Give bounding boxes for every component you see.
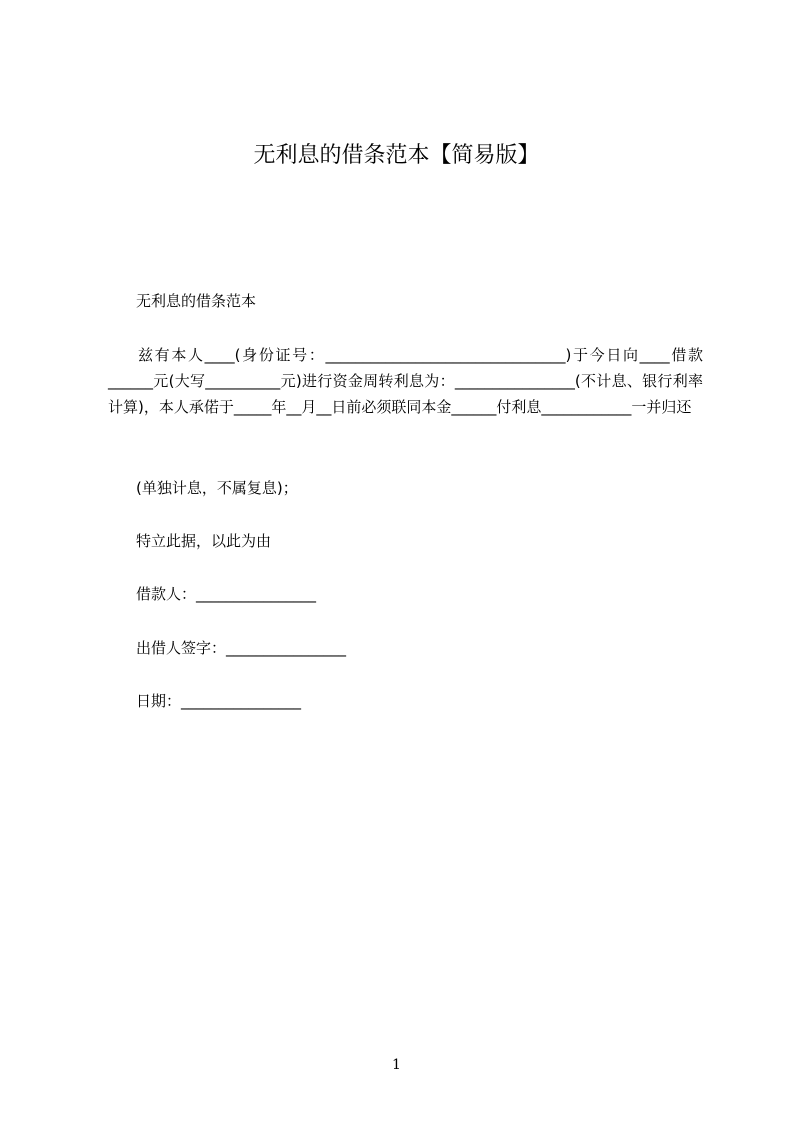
borrower-line: 借款人：________________ xyxy=(136,585,317,603)
document-subtitle: 无利息的借条范本 xyxy=(136,292,257,310)
page-number: 1 xyxy=(392,1057,401,1073)
interest-note: (单独计息，不属复息)； xyxy=(136,479,298,497)
lender-signature-line: 出借人签字：________________ xyxy=(136,639,347,657)
date-line: 日期：________________ xyxy=(136,692,302,710)
document-title: 无利息的借条范本【简易版】 xyxy=(253,143,540,168)
statement-line: 特立此据，以此为由 xyxy=(136,532,272,550)
loan-terms-paragraph: 兹有本人____(身份证号：________________________________)于今日向____借款______元(大写__________元)进行资金周转利息为：________________(不计息、银行利率计算)，本人承偌于_____年__月__日前必须联同本金______付利息____________一并归还 xyxy=(108,346,703,416)
